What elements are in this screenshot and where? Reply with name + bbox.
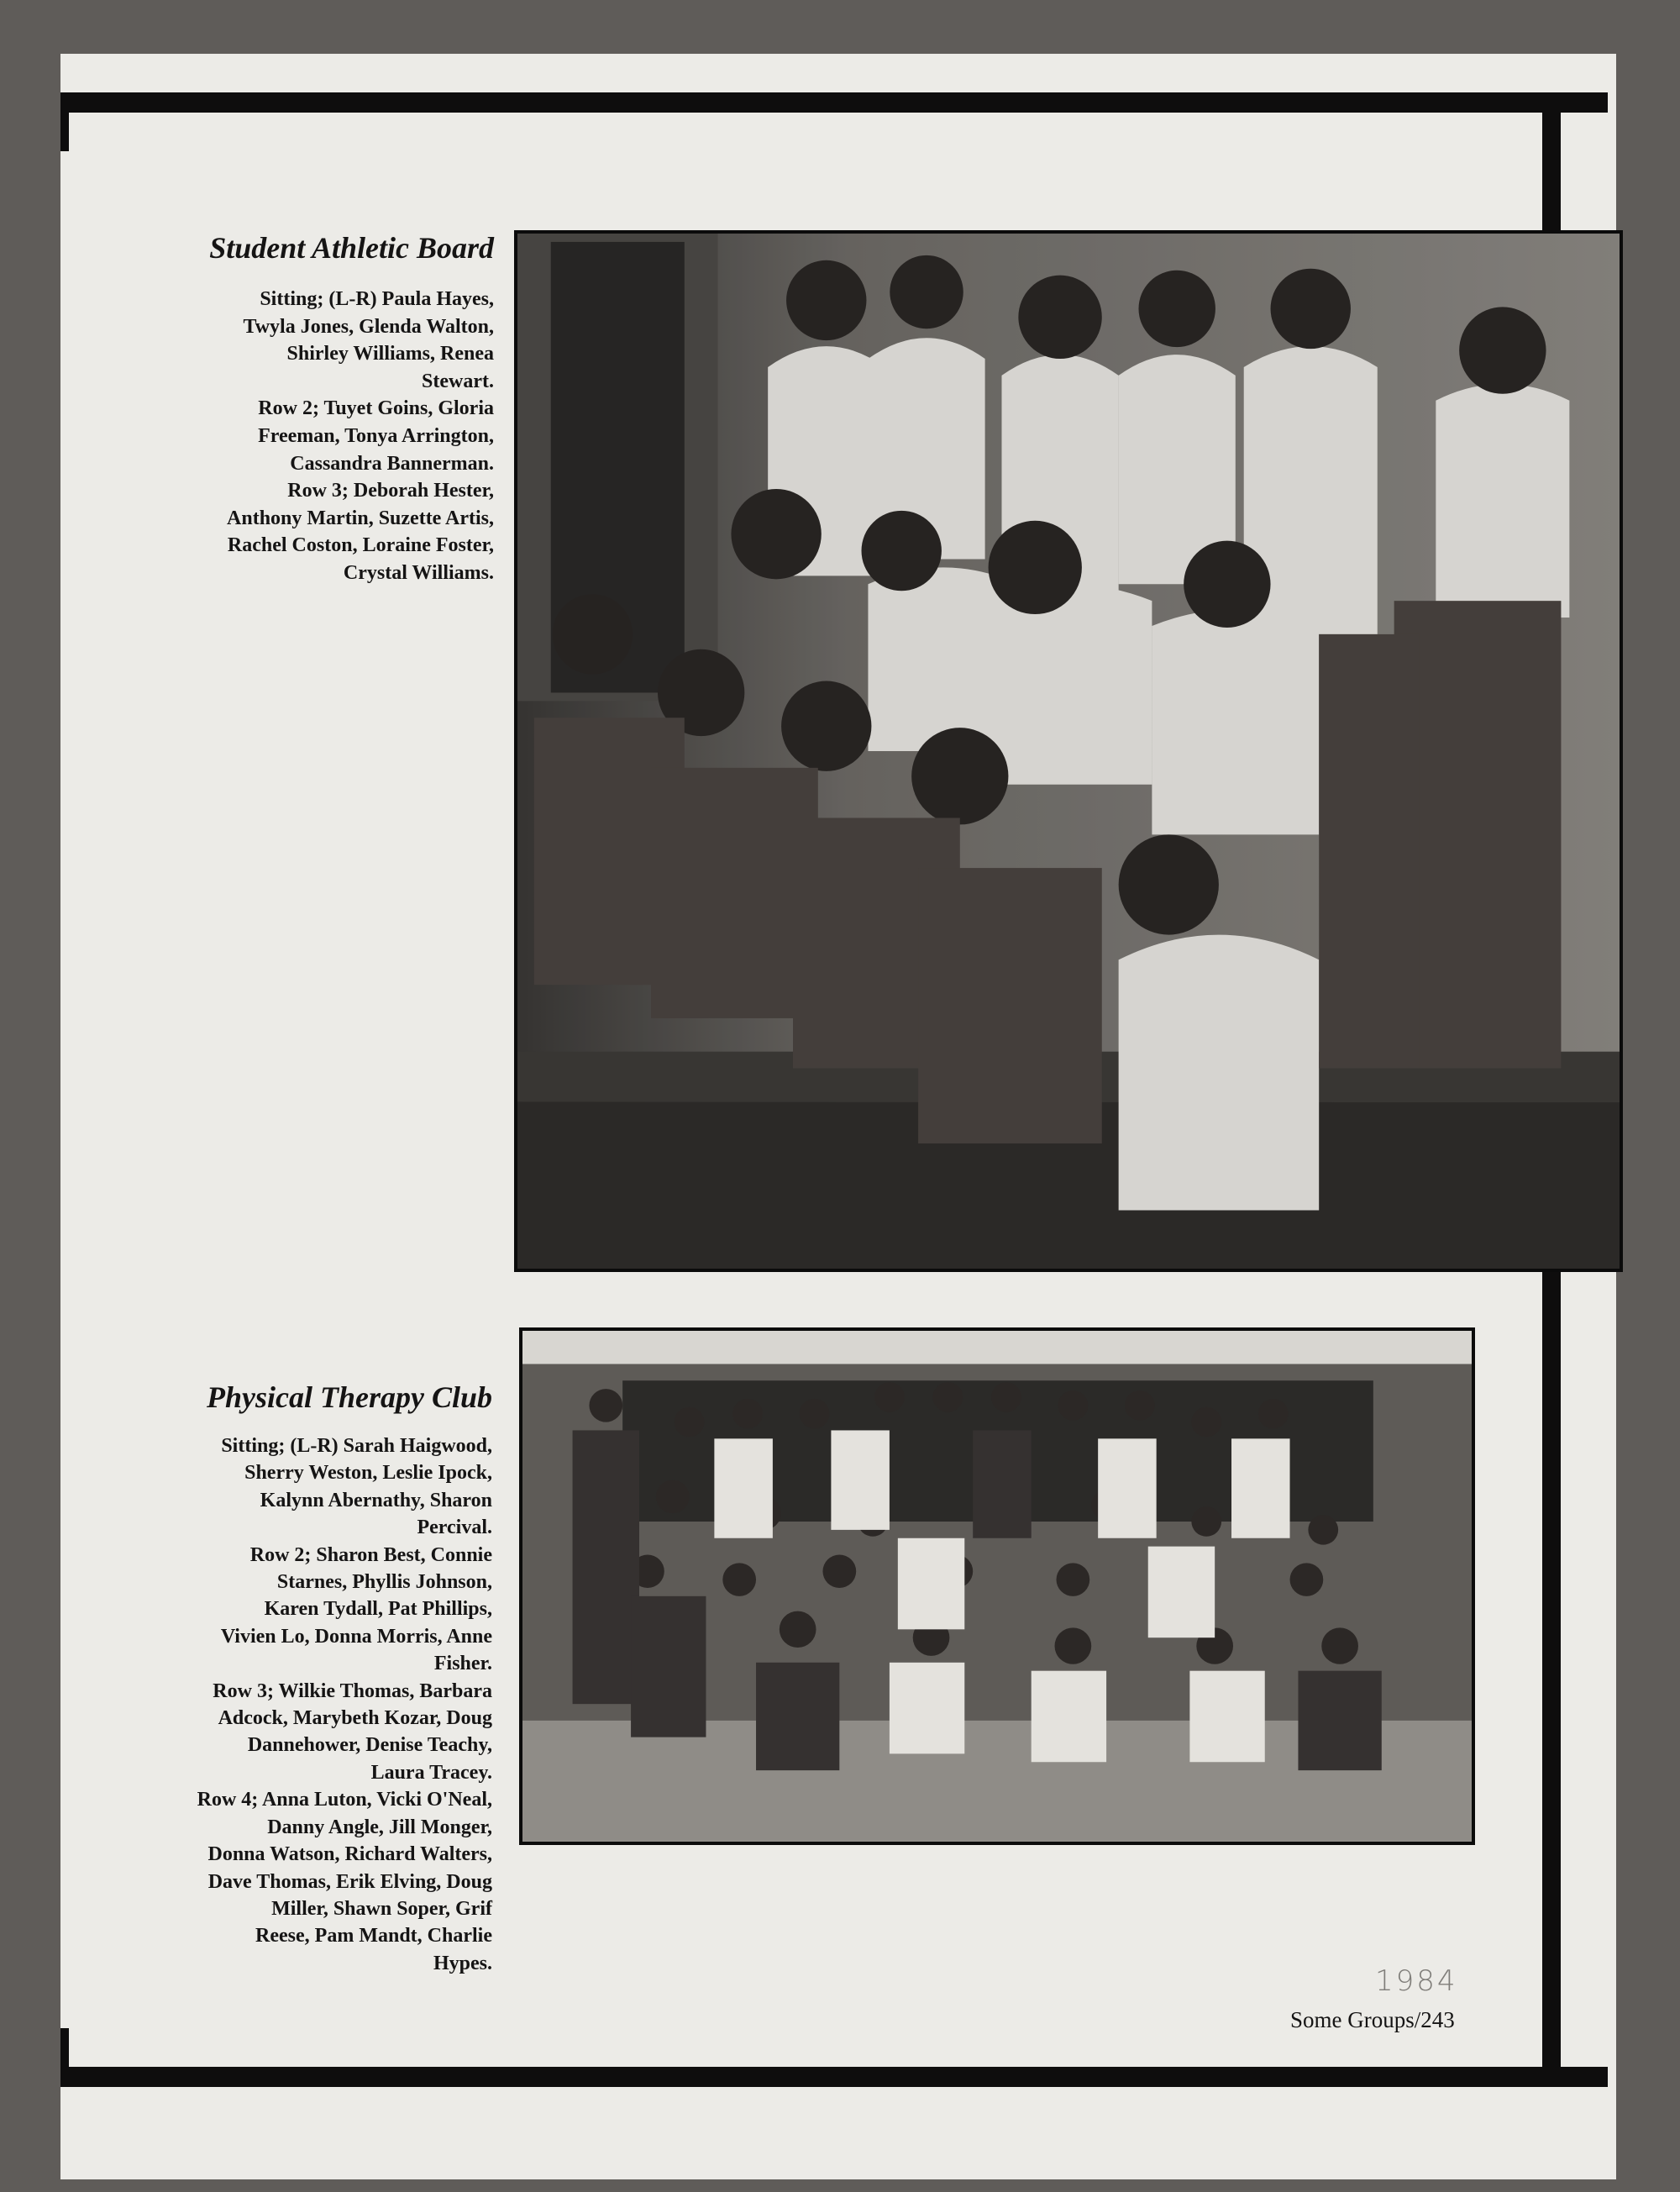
- bottom-border-bar: [60, 2067, 1608, 2087]
- left-border-tab-bottom: [60, 2028, 69, 2087]
- caption-physical-therapy-club: Sitting; (L-R) Sarah Haigwood, Sherry Weston, Leslie Ipock, Kalynn Abernathy, Sharon Percival. Row 2; Sharon Best, Connie Starnes, Phyllis Johnson, Karen Tydall, Pat Phillips, Vivien Lo, Donna Morris, Anne Fisher. Row 3; Wilkie Thomas, Barbara Adcock, Marybeth Kozar, Doug Dannehower, Denise Teachy, Laura Tracey. Row 4; Anna Luton, Vicki O'Neal, Danny Angle, Jill Monger, Donna Watson, Richard Walters, Dave Thomas, Erik Elving, Doug Miller, Shawn Soper, Grif Reese, Pam Mandt, Charlie Hypes.: [197, 1435, 492, 1974]
- yearbook-page: [60, 54, 1616, 2179]
- section-title-student-athletic-board: Student Athletic Board: [209, 231, 494, 265]
- group-photo-physical-therapy-club: [519, 1327, 1475, 1845]
- section-title-physical-therapy-club: Physical Therapy Club: [207, 1380, 492, 1414]
- group-photo-student-athletic-board: [514, 230, 1623, 1272]
- caption-student-athletic-board: Sitting; (L-R) Paula Hayes, Twyla Jones, Glenda Walton, Shirley Williams, Renea Stewart. Row 2; Tuyet Goins, Gloria Freeman, Tonya Arrington, Cassandra Bannerman. Row 3; Deborah Hester, Anthony Martin, Suzette Artis, Rachel Coston, Loraine Foster, Crystal Williams.: [227, 288, 494, 584]
- right-border-bar-lower: [1542, 1272, 1561, 2087]
- photo-physical-therapy-image: [522, 1331, 1472, 1842]
- page-label: Some Groups/243: [1290, 2007, 1455, 2032]
- handwritten-year: 1984: [1375, 1964, 1458, 1998]
- photo-athletic-board-image: [517, 234, 1620, 1269]
- left-border-tab: [60, 92, 69, 151]
- top-border-bar: [60, 92, 1608, 113]
